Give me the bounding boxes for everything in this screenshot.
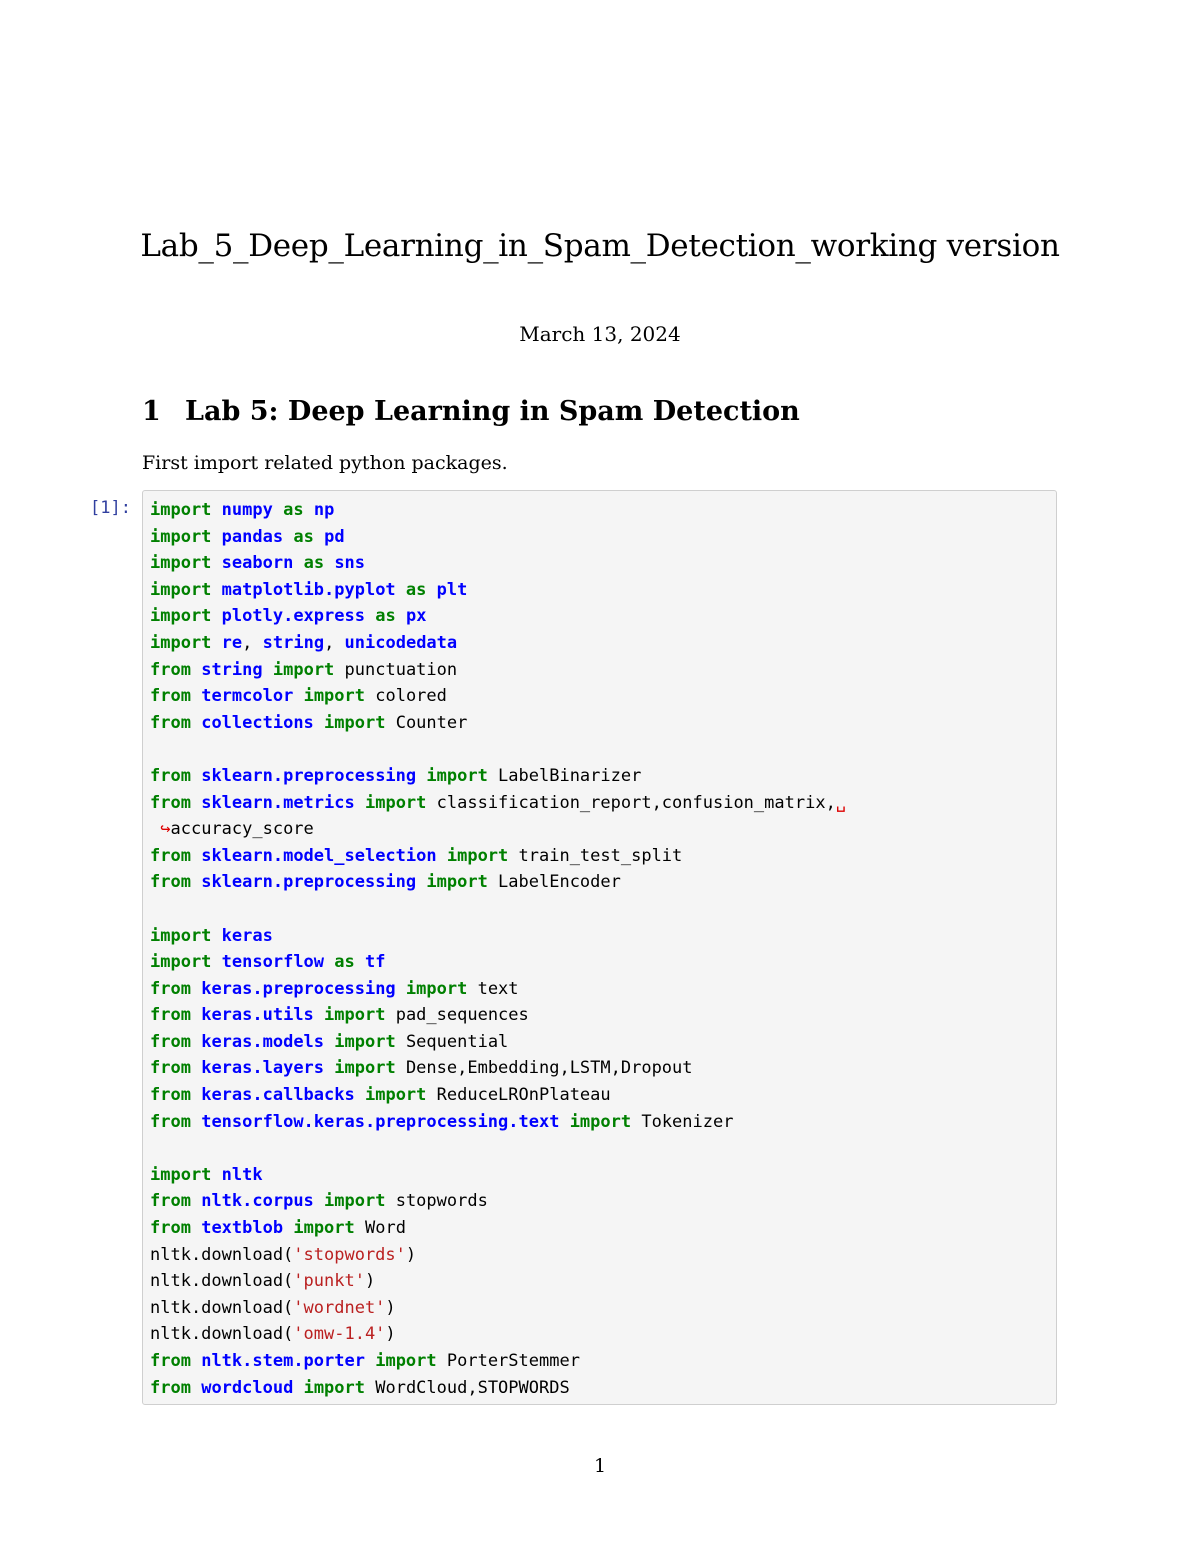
code-token: [211, 527, 221, 547]
code-token: punctuation: [334, 659, 458, 680]
code-token: collections: [201, 712, 314, 733]
code-token: [324, 553, 334, 573]
code-token: [191, 1191, 201, 1211]
code-token: 'punkt': [293, 1271, 365, 1292]
code-token: wordcloud: [201, 1377, 294, 1398]
code-token: keras: [221, 925, 273, 946]
code-token: [293, 553, 303, 573]
section-number: 1: [142, 396, 161, 427]
intro-paragraph: First import related python packages.: [142, 452, 508, 474]
code-token: nltk.download(: [150, 1244, 294, 1265]
code-token: [416, 872, 426, 892]
section-heading: [142, 396, 800, 427]
code-token: [211, 580, 221, 600]
code-token: [396, 606, 406, 626]
code-token: tensorflow: [221, 952, 325, 973]
code-line: [150, 710, 846, 737]
code-line: [150, 683, 846, 710]
code-line: [150, 949, 846, 976]
code-token: [355, 1085, 365, 1105]
code-token: [355, 952, 365, 972]
code-token: [211, 500, 221, 520]
code-token: import: [303, 1377, 365, 1398]
code-line: [150, 1109, 846, 1136]
code-line: [150, 869, 846, 896]
code-line: [150, 816, 846, 843]
code-line: [150, 1348, 846, 1375]
document-date: March 13, 2024: [519, 322, 681, 346]
code-token: LabelEncoder: [487, 872, 621, 893]
code-token: [191, 793, 201, 813]
code-token: from: [150, 1218, 191, 1239]
code-token: [191, 713, 201, 733]
code-token: [365, 1351, 375, 1371]
code-token: sklearn.preprocessing: [201, 872, 417, 893]
code-token: import: [324, 712, 386, 733]
code-token: string: [201, 659, 263, 680]
section-title: Lab 5: Deep Learning in Spam Detection: [185, 396, 800, 427]
code-token: import: [150, 500, 212, 520]
code-token: from: [150, 1351, 191, 1371]
code-token: [273, 500, 283, 520]
code-token: Counter: [385, 712, 468, 733]
code-line: [150, 577, 846, 604]
code-token: np: [313, 500, 335, 520]
code-token: [191, 1058, 201, 1078]
code-token: import: [364, 792, 427, 813]
code-line: [150, 497, 846, 524]
code-token: keras.layers: [201, 1058, 325, 1079]
code-token: keras.models: [201, 1031, 325, 1052]
code-token: from: [150, 1191, 191, 1212]
code-token: [191, 979, 201, 999]
code-token: pandas: [221, 526, 284, 547]
code-line: [150, 1055, 846, 1082]
code-token: [355, 793, 365, 813]
code-token: [211, 926, 221, 946]
code-token: nltk.download(: [150, 1271, 294, 1292]
code-token: ): [364, 1271, 376, 1292]
code-token: PorterStemmer: [436, 1351, 580, 1371]
code-token: [191, 1218, 201, 1238]
code-token: from: [150, 792, 191, 813]
code-line: [150, 1002, 846, 1029]
code-token: [191, 1351, 201, 1371]
code-token: from: [150, 1005, 191, 1026]
code-token: from: [150, 872, 191, 893]
code-token: [211, 952, 221, 972]
code-line: [150, 736, 846, 763]
code-token: LabelBinarizer: [487, 765, 642, 786]
code-token: ↪: [150, 819, 171, 840]
code-token: nltk.corpus: [201, 1191, 314, 1212]
code-token: import: [150, 952, 212, 973]
code-token: import: [150, 526, 212, 547]
code-token: import: [150, 606, 212, 627]
code-token: [283, 1218, 293, 1238]
code-token: [559, 1112, 569, 1132]
code-token: Tokenizer: [631, 1111, 734, 1132]
code-token: import: [426, 872, 488, 893]
code-token: import: [150, 1164, 212, 1185]
code-token: [396, 979, 406, 999]
code-token: matplotlib.pyplot: [221, 579, 396, 600]
code-token: ): [385, 1297, 396, 1318]
code-token: [324, 952, 334, 972]
code-token: nltk: [221, 1164, 263, 1185]
code-token: import: [293, 1218, 355, 1239]
code-token: import: [405, 978, 468, 999]
code-token: nltk.stem.porter: [201, 1351, 365, 1371]
code-token: import: [334, 1031, 396, 1052]
code-line: [150, 1082, 846, 1109]
code-token: [263, 660, 273, 680]
code-token: ␣: [835, 792, 847, 813]
code-token: keras.utils: [201, 1005, 314, 1026]
code-token: colored: [365, 686, 447, 707]
code-token: re: [221, 632, 243, 653]
code-cell[interactable]: [142, 490, 1057, 1405]
code-line: [150, 1029, 846, 1056]
code-line: [150, 1135, 846, 1162]
code-token: [304, 500, 314, 520]
code-line: [150, 1162, 846, 1189]
code-token: from: [150, 765, 191, 786]
code-line: [150, 657, 846, 684]
code-token: 'omw-1.4': [293, 1324, 386, 1345]
code-token: Sequential: [395, 1031, 509, 1052]
code-token: from: [150, 1058, 191, 1079]
code-token: pd: [324, 526, 345, 547]
code-token: [293, 686, 303, 706]
code-token: 'stopwords': [293, 1244, 406, 1265]
code-token: as: [283, 500, 304, 520]
code-token: [426, 580, 436, 600]
code-token: import: [303, 686, 365, 707]
code-token: sklearn.model_selection: [201, 845, 437, 866]
code-token: import: [324, 1191, 386, 1212]
code-token: [191, 846, 201, 866]
code-line: [150, 976, 846, 1003]
code-token: import: [150, 925, 212, 946]
code-token: [437, 846, 447, 866]
code-token: from: [150, 659, 191, 680]
page-number: 1: [593, 1455, 607, 1477]
code-token: as: [334, 952, 355, 973]
code-token: as: [375, 606, 396, 627]
code-token: from: [150, 712, 191, 733]
code-line: [150, 630, 846, 657]
code-token: [416, 766, 426, 786]
code-token: string: [262, 632, 325, 653]
code-token: from: [150, 1377, 191, 1398]
code-line: [150, 1295, 846, 1322]
code-token: nltk.download(: [150, 1297, 294, 1318]
code-token: from: [150, 1085, 191, 1106]
code-token: px: [405, 606, 427, 627]
code-token: plt: [436, 579, 468, 600]
code-token: ,: [324, 632, 345, 653]
code-token: text: [467, 978, 519, 999]
code-token: import: [150, 579, 212, 600]
code-line: [150, 790, 846, 817]
code-token: [314, 1005, 324, 1025]
code-token: tensorflow.keras.preprocessing.text: [201, 1111, 560, 1132]
code-token: ,: [242, 632, 263, 653]
code-token: Dense,Embedding,LSTM,Dropout: [395, 1058, 693, 1079]
code-token: import: [375, 1351, 437, 1371]
code-line: [150, 1268, 846, 1295]
code-token: sklearn.metrics: [201, 792, 355, 813]
code-token: [191, 1005, 201, 1025]
code-token: keras.preprocessing: [201, 978, 396, 999]
code-token: seaborn: [221, 553, 294, 574]
code-token: [293, 1378, 303, 1398]
code-line: [150, 763, 846, 790]
code-token: import: [272, 659, 335, 680]
code-line: [150, 1242, 846, 1269]
code-token: [283, 527, 293, 547]
code-line: [150, 1375, 846, 1402]
code-token: tf: [365, 952, 386, 973]
code-token: [324, 1032, 334, 1052]
code-line: [150, 896, 846, 923]
code-line: [150, 1215, 846, 1242]
code-token: from: [150, 978, 191, 999]
code-token: from: [150, 845, 191, 866]
code-token: [211, 606, 221, 626]
code-token: textblob: [201, 1218, 284, 1239]
code-line: [150, 524, 846, 551]
code-token: sns: [334, 553, 366, 574]
code-token: [191, 1378, 201, 1398]
code-token: 'wordnet': [293, 1297, 386, 1318]
code-token: [314, 527, 324, 547]
code-token: import: [569, 1111, 632, 1132]
code-token: [211, 1165, 221, 1185]
code-token: [191, 686, 201, 706]
code-token: ): [385, 1324, 396, 1345]
code-line: [150, 1321, 846, 1348]
code-token: as: [303, 553, 325, 574]
code-block[interactable]: [150, 497, 846, 1401]
code-token: keras.callbacks: [201, 1085, 355, 1106]
code-token: [314, 713, 324, 733]
code-token: [191, 1112, 201, 1132]
code-token: Word: [354, 1218, 406, 1239]
code-token: from: [150, 1111, 191, 1132]
code-token: from: [150, 686, 191, 707]
cell-prompt: [1]:: [90, 498, 131, 518]
code-token: as: [293, 526, 314, 547]
code-token: import: [446, 845, 509, 866]
code-token: stopwords: [385, 1191, 488, 1212]
code-token: plotly.express: [221, 606, 365, 627]
code-token: [365, 606, 375, 626]
code-token: import: [334, 1058, 396, 1079]
code-token: sklearn.preprocessing: [201, 765, 417, 786]
code-token: [191, 1085, 201, 1105]
code-line: [150, 1188, 846, 1215]
code-token: import: [150, 553, 212, 574]
code-token: import: [426, 765, 488, 786]
code-token: classification_report,confusion_matrix,: [426, 792, 836, 813]
code-line: [150, 843, 846, 870]
code-token: [191, 872, 201, 892]
code-token: [211, 633, 221, 653]
code-token: import: [324, 1005, 386, 1026]
code-token: import: [364, 1085, 427, 1106]
code-token: pad_sequences: [385, 1005, 529, 1026]
code-token: [314, 1191, 324, 1211]
code-token: WordCloud,STOPWORDS: [365, 1377, 570, 1398]
code-token: [191, 1032, 201, 1052]
code-token: numpy: [221, 500, 273, 520]
code-token: termcolor: [201, 686, 294, 707]
code-token: train_test_split: [508, 845, 683, 866]
document-title: Lab_5_Deep_Learning_in_Spam_Detection_working version: [140, 228, 1060, 264]
code-token: [191, 766, 201, 786]
code-token: nltk.download(: [150, 1324, 294, 1345]
code-token: [191, 660, 201, 680]
code-line: [150, 603, 846, 630]
code-token: ): [405, 1244, 417, 1265]
code-token: [396, 580, 406, 600]
code-token: [324, 1058, 334, 1078]
code-token: ReduceLROnPlateau: [426, 1085, 611, 1106]
code-token: [211, 553, 221, 573]
code-token: unicodedata: [344, 632, 458, 653]
code-line: [150, 923, 846, 950]
code-token: import: [150, 632, 212, 653]
code-token: accuracy_score: [170, 819, 314, 840]
code-line: [150, 550, 846, 577]
code-token: as: [405, 579, 427, 600]
code-token: from: [150, 1031, 191, 1052]
